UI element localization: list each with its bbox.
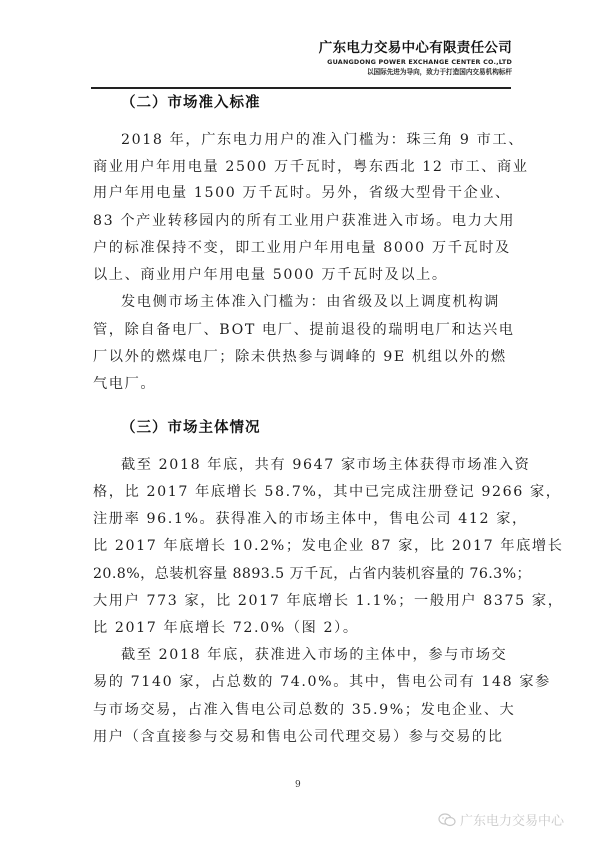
paragraph-line: 注册率 96.1%。获得准入的市场主体中，售电公司 412 家， <box>93 511 528 527</box>
paragraph-line: 与市场交易，占准入售电公司总数的 35.9%；发电企业、大 <box>93 702 516 718</box>
section-heading-3: （三）市场主体情况 <box>121 420 261 436</box>
paragraph-line: 管，除自备电厂、BOT 电厂、提前退役的瑞明电厂和达兴电 <box>93 322 515 338</box>
paragraph-line: 厂以外的燃煤电厂；除未供热参与调峰的 9E 机组以外的燃 <box>93 349 507 365</box>
wechat-icon <box>438 813 456 827</box>
watermark-text: 广东电力交易中心 <box>460 814 565 829</box>
wechat-watermark <box>438 810 564 829</box>
paragraph-line: 用户（含直接参与交易和售电公司代理交易）参与交易的比 <box>93 729 504 745</box>
company-slogan: 以国际先进为导向，致力于打造国内交易机构标杆 <box>366 68 512 76</box>
paragraph-line: 户的标准保持不变，即工业用户年用电量 8000 万千瓦时及 <box>93 240 511 256</box>
paragraph-line: 83 个产业转移园内的所有工业用户获准进入市场。电力大用 <box>93 213 516 229</box>
paragraph-line: 比 2017 年底增长 72.0%（图 2）。 <box>93 620 359 636</box>
paragraph-line: 格，比 2017 年底增长 58.7%，其中已完成注册登记 9266 家， <box>93 484 562 500</box>
page-number: 9 <box>295 780 301 790</box>
document-header <box>300 40 512 77</box>
paragraph-line: 易的 7140 家，占总数的 74.0%。其中，售电公司有 148 家参 <box>93 674 551 690</box>
paragraph-line: 以上、商业用户年用电量 5000 万千瓦时及以上。 <box>93 267 448 283</box>
paragraph-line: 20.8%，总装机容量 8893.5 万千瓦，占省内装机容量的 76.3%； <box>93 566 532 582</box>
paragraph-line: 用户年用电量 1500 万千瓦时。另外，省级大型骨干企业、 <box>93 185 511 201</box>
company-name-en: GUANGDONG POWER EXCHANGE CENTER CO.,LTD <box>327 58 512 66</box>
paragraph-line: 截至 2018 年底，共有 9647 家市场主体获得市场准入资 <box>121 457 531 473</box>
header-rule <box>91 87 511 89</box>
paragraph-line: 截至 2018 年底，获准进入市场的主体中，参与市场交 <box>121 647 508 663</box>
paragraph-line: 大用户 773 家，比 2017 年底增长 1.1%；一般用户 8375 家， <box>93 593 564 609</box>
paragraph-line: 比 2017 年底增长 10.2%；发电企业 87 家，比 2017 年底增长 <box>93 538 564 554</box>
paragraph-line: 气电厂。 <box>93 376 157 392</box>
paragraph-line: 发电侧市场主体准入门槛为：由省级及以上调度机构调 <box>121 294 500 310</box>
section-heading-2: （二）市场准入标准 <box>121 95 261 111</box>
paragraph-line: 商业用户年用电量 2500 万千瓦时，粤东西北 12 市工、商业 <box>93 159 529 175</box>
company-name-cn: 广东电力交易中心有限责任公司 <box>318 40 512 56</box>
paragraph-line: 2018 年，广东电力用户的准入门槛为：珠三角 9 市工、 <box>121 132 525 148</box>
